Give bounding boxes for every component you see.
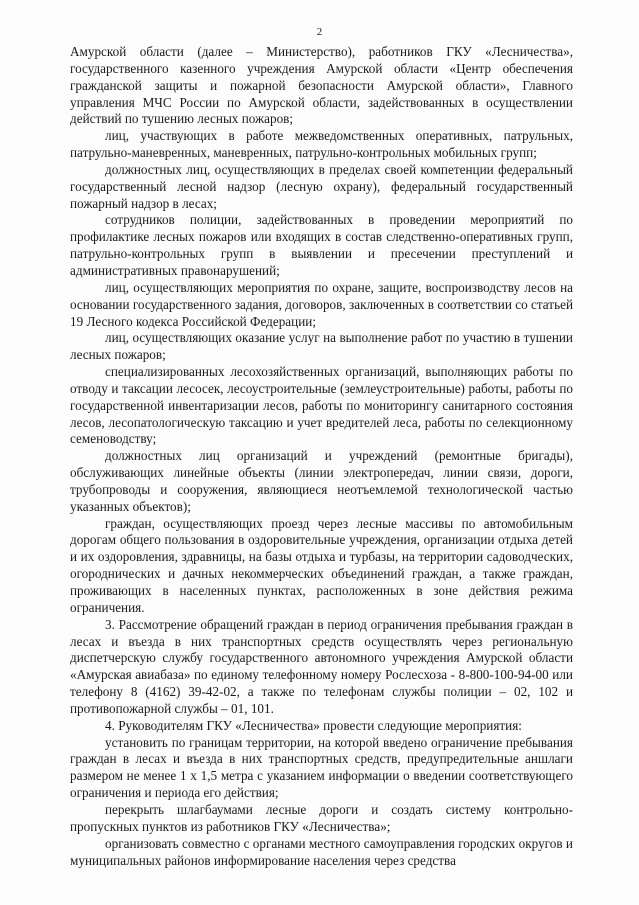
document-body — [70, 44, 573, 869]
paragraph: граждан, осуществляющих проезд через лесные массивы по автомобильным дорогам общего пользования в оздоровительные учреждения, организации отдыха детей и их оздоровления, здравницы, на базы отдыха и турбазы, на территории садоводческих, огороднических и дачных некоммерческих объединений граждан, а также граждан, проживающих в населенных пунктах, расположенных в зоне действия режима ограничения. — [70, 515, 573, 615]
paragraph: сотрудников полиции, задействованных в проведении мероприятий по профилактике лесных пожаров или входящих в состав следственно-оперативных групп, патрульно-контрольных групп в выявлении и пресечении преступлений и административных правонарушений; — [70, 212, 573, 278]
paragraph: установить по границам территории, на которой введено ограничение пребывания граждан в лесах и въезда в них транспортных средств, предупредительные аншлаги размером не менее 1 х 1,5 метра с указанием информации о введении соответствующего ограничения и периода его действия; — [70, 734, 573, 801]
paragraph: лиц, осуществляющих мероприятия по охране, защите, воспроизводству лесов на основании государственного задания, договоров, заключенных в соответствии со статьей 19 Лесного кодекса Российской Федерации; — [70, 279, 573, 329]
paragraph: 4. Руководителям ГКУ «Лесничества» провести следующие мероприятия: — [105, 717, 522, 733]
page-number: 2 — [316, 26, 323, 38]
paragraph: перекрыть шлагбаумами лесные дороги и создать систему контрольно-пропускных пунктов из работников ГКУ «Лесничества»; — [70, 801, 573, 834]
paragraph: Амурской области (далее – Министерство), работников ГКУ «Лесничества», государственного казенного учреждения Амурской области «Центр обеспечения гражданской защиты и пожарной безопасности Амурской области», Главного управления МЧС России по Амурской области, задействованных в осуществлении действий по тушению лесных пожаров; — [70, 44, 573, 127]
paragraph: 3. Рассмотрение обращений граждан в период ограничения пребывания граждан в лесах и въезда в них транспортных средств осуществлять через региональную диспетчерскую службу государственного автономного учреждения Амурской области «Амурская авиабаза» по единому телефонному номеру Рослесхоза - 8-800-100-94-00 или телефону 8 (4162) 39-42-02, а также по телефонам службы полиции – 02, 102 и противопожарной службы – 01, 101. — [70, 616, 573, 716]
paragraph: должностных лиц организаций и учреждений (ремонтные бригады), обслуживающих линейные объекты (линии электропередач, линии связи, дороги, трубопроводы и сооружения, являющиеся неотъемлемой технологической частью указанных объектов); — [70, 448, 573, 514]
paragraph: лиц, участвующих в работе межведомственных оперативных, патрульных, патрульно-маневренных, маневренных, патрульно-контрольных мобильных групп; — [70, 128, 573, 161]
paragraph: должностных лиц, осуществляющих в пределах своей компетенции федеральный государственный лесной надзор (лесную охрану), федеральный государственный пожарный надзор в лесах; — [70, 161, 573, 211]
paragraph: организовать совместно с органами местного самоуправления городских округов и муниципальных районов информирование населения через средства — [70, 835, 573, 868]
paragraph: лиц, осуществляющих оказание услуг на выполнение работ по участию в тушении лесных пожаров; — [70, 330, 573, 363]
paragraph: специализированных лесохозяйственных организаций, выполняющих работы по отводу и таксации лесосек, лесоустроительные (землеустроительные) работы, работы по государственной инвентаризации лесов, работы по мониторингу санитарного состояния лесов, лесопатологическую таксацию и учет вредителей леса, работы по селекционному семеноводству; — [70, 364, 573, 447]
